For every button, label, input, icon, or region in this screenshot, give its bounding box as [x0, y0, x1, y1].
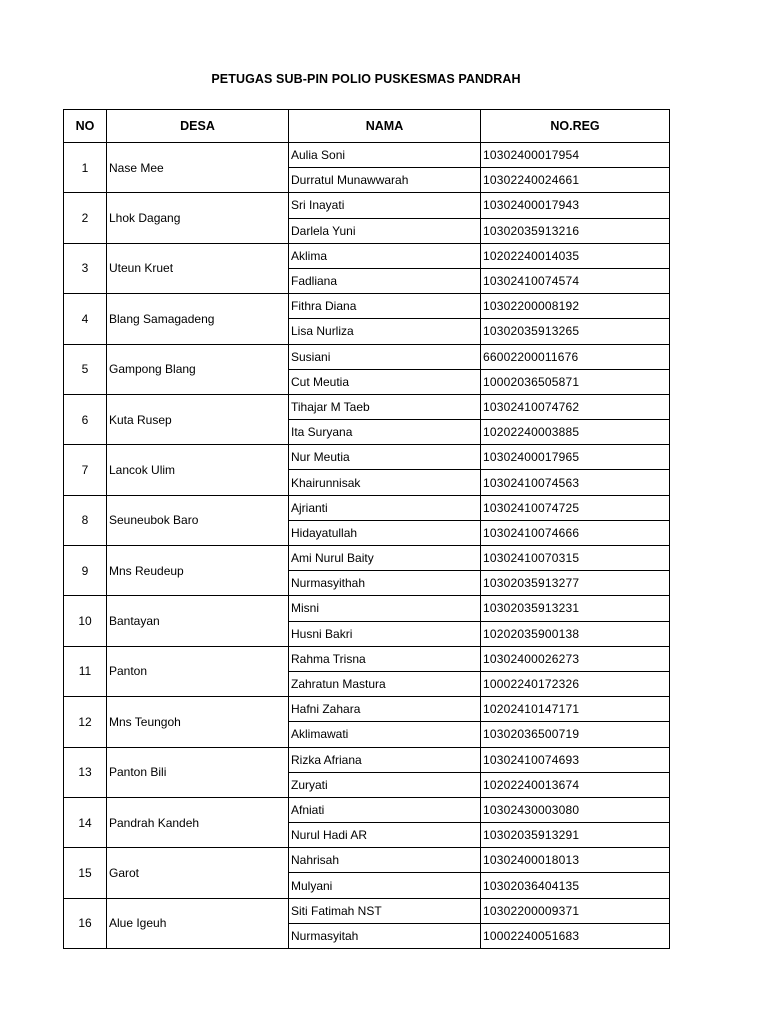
table-row — [64, 697, 670, 722]
cell-noreg: 10302240024661 — [481, 168, 670, 193]
cell-desa: Bantayan — [107, 596, 289, 646]
cell-no: 14 — [64, 797, 107, 847]
table-header-row — [64, 110, 670, 143]
cell-no: 15 — [64, 848, 107, 898]
cell-no: 11 — [64, 646, 107, 696]
header-nama: NAMA — [289, 110, 481, 143]
officer-table — [63, 109, 670, 949]
cell-no: 1 — [64, 143, 107, 193]
cell-nama: Sri Inayati — [289, 193, 481, 218]
cell-nama: Lisa Nurliza — [289, 319, 481, 344]
cell-noreg: 10302410074762 — [481, 394, 670, 419]
cell-no: 8 — [64, 495, 107, 545]
cell-nama: Rizka Afriana — [289, 747, 481, 772]
cell-noreg: 10302410074693 — [481, 747, 670, 772]
cell-noreg: 10302430003080 — [481, 797, 670, 822]
cell-no: 10 — [64, 596, 107, 646]
cell-noreg: 10302400018013 — [481, 848, 670, 873]
cell-noreg: 10302035913231 — [481, 596, 670, 621]
cell-desa: Gampong Blang — [107, 344, 289, 394]
cell-desa: Kuta Rusep — [107, 394, 289, 444]
cell-noreg: 10302035913277 — [481, 571, 670, 596]
cell-noreg: 10302400017943 — [481, 193, 670, 218]
cell-desa: Uteun Kruet — [107, 243, 289, 293]
cell-noreg: 10302035913265 — [481, 319, 670, 344]
cell-nama: Fadliana — [289, 268, 481, 293]
cell-no: 16 — [64, 898, 107, 948]
table-row — [64, 898, 670, 923]
cell-nama: Nurmasyitah — [289, 923, 481, 948]
header-noreg: NO.REG — [481, 110, 670, 143]
table-row — [64, 243, 670, 268]
cell-nama: Aklima — [289, 243, 481, 268]
cell-no: 2 — [64, 193, 107, 243]
cell-noreg: 10302400017954 — [481, 143, 670, 168]
cell-nama: Khairunnisak — [289, 470, 481, 495]
table-row — [64, 143, 670, 168]
cell-noreg: 10302035913216 — [481, 218, 670, 243]
table-row — [64, 344, 670, 369]
table-row — [64, 747, 670, 772]
cell-nama: Nahrisah — [289, 848, 481, 873]
cell-noreg: 10302410074574 — [481, 268, 670, 293]
cell-noreg: 10302036500719 — [481, 722, 670, 747]
table-row — [64, 646, 670, 671]
cell-noreg: 10302200008192 — [481, 294, 670, 319]
cell-noreg: 10302036404135 — [481, 873, 670, 898]
cell-nama: Siti Fatimah NST — [289, 898, 481, 923]
cell-noreg: 10202240003885 — [481, 420, 670, 445]
cell-noreg: 10202035900138 — [481, 621, 670, 646]
cell-nama: Hidayatullah — [289, 520, 481, 545]
cell-no: 7 — [64, 445, 107, 495]
cell-desa: Pandrah Kandeh — [107, 797, 289, 847]
page-title: PETUGAS SUB-PIN POLIO PUSKESMAS PANDRAH — [211, 72, 521, 86]
cell-noreg: 10302035913291 — [481, 823, 670, 848]
cell-noreg: 10302410074725 — [481, 495, 670, 520]
cell-desa: Mns Reudeup — [107, 546, 289, 596]
cell-nama: Mulyani — [289, 873, 481, 898]
cell-no: 3 — [64, 243, 107, 293]
cell-nama: Misni — [289, 596, 481, 621]
header-desa: DESA — [107, 110, 289, 143]
table-row — [64, 495, 670, 520]
cell-nama: Aulia Soni — [289, 143, 481, 168]
cell-noreg: 10202240014035 — [481, 243, 670, 268]
cell-nama: Susiani — [289, 344, 481, 369]
cell-no: 13 — [64, 747, 107, 797]
cell-desa: Panton — [107, 646, 289, 696]
cell-noreg: 10302400017965 — [481, 445, 670, 470]
cell-nama: Tihajar M Taeb — [289, 394, 481, 419]
cell-desa: Garot — [107, 848, 289, 898]
cell-nama: Aklimawati — [289, 722, 481, 747]
cell-no: 4 — [64, 294, 107, 344]
cell-noreg: 66002200011676 — [481, 344, 670, 369]
cell-nama: Durratul Munawwarah — [289, 168, 481, 193]
cell-desa: Lhok Dagang — [107, 193, 289, 243]
cell-no: 5 — [64, 344, 107, 394]
table-row — [64, 546, 670, 571]
cell-nama: Ajrianti — [289, 495, 481, 520]
cell-noreg: 10202410147171 — [481, 697, 670, 722]
header-no: NO — [64, 110, 107, 143]
cell-nama: Nur Meutia — [289, 445, 481, 470]
table-row — [64, 445, 670, 470]
cell-nama: Nurul Hadi AR — [289, 823, 481, 848]
cell-nama: Fithra Diana — [289, 294, 481, 319]
table-row — [64, 394, 670, 419]
table-row — [64, 848, 670, 873]
cell-noreg: 10302410074563 — [481, 470, 670, 495]
cell-noreg: 10302200009371 — [481, 898, 670, 923]
cell-noreg: 10002240051683 — [481, 923, 670, 948]
cell-nama: Afniati — [289, 797, 481, 822]
cell-desa: Panton Bili — [107, 747, 289, 797]
cell-desa: Nase Mee — [107, 143, 289, 193]
cell-nama: Ami Nurul Baity — [289, 546, 481, 571]
cell-nama: Rahma Trisna — [289, 646, 481, 671]
cell-nama: Hafni Zahara — [289, 697, 481, 722]
cell-no: 9 — [64, 546, 107, 596]
cell-desa: Lancok Ulim — [107, 445, 289, 495]
table-row — [64, 294, 670, 319]
cell-nama: Zahratun Mastura — [289, 671, 481, 696]
cell-noreg: 10002240172326 — [481, 671, 670, 696]
cell-desa: Blang Samagadeng — [107, 294, 289, 344]
cell-desa: Alue Igeuh — [107, 898, 289, 948]
cell-noreg: 10002036505871 — [481, 369, 670, 394]
table-body — [64, 143, 670, 949]
cell-noreg: 10202240013674 — [481, 772, 670, 797]
cell-nama: Husni Bakri — [289, 621, 481, 646]
table-row — [64, 797, 670, 822]
cell-noreg: 10302400026273 — [481, 646, 670, 671]
cell-noreg: 10302410070315 — [481, 546, 670, 571]
cell-nama: Zuryati — [289, 772, 481, 797]
cell-no: 6 — [64, 394, 107, 444]
cell-no: 12 — [64, 697, 107, 747]
cell-noreg: 10302410074666 — [481, 520, 670, 545]
cell-nama: Cut Meutia — [289, 369, 481, 394]
cell-desa: Mns Teungoh — [107, 697, 289, 747]
table-row — [64, 193, 670, 218]
cell-nama: Nurmasyithah — [289, 571, 481, 596]
cell-desa: Seuneubok Baro — [107, 495, 289, 545]
table-row — [64, 596, 670, 621]
cell-nama: Ita Suryana — [289, 420, 481, 445]
cell-nama: Darlela Yuni — [289, 218, 481, 243]
